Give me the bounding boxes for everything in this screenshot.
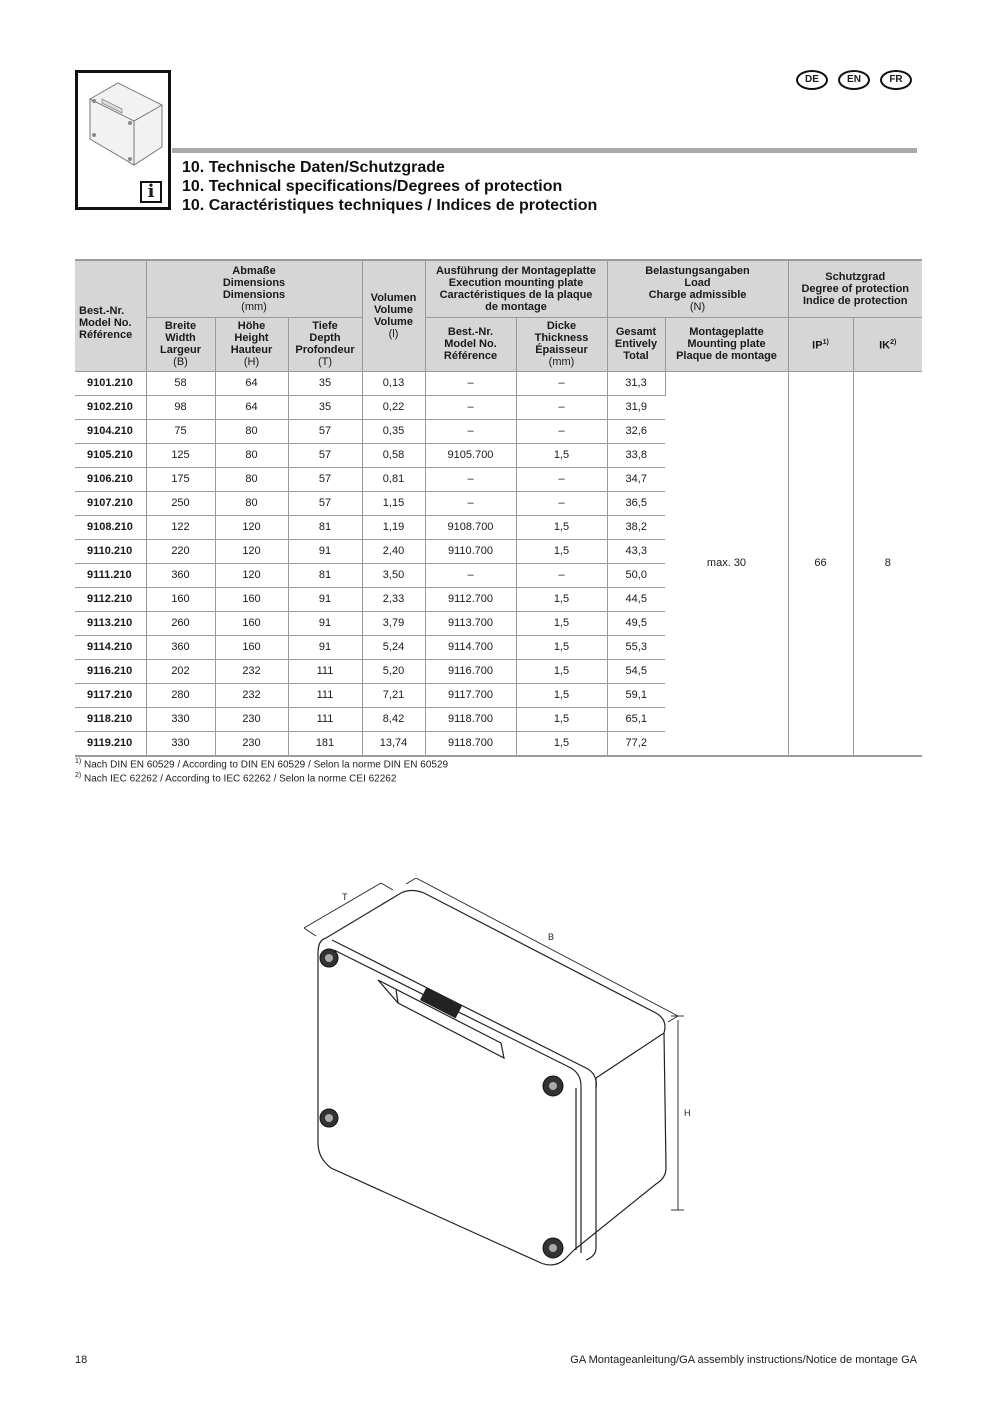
cell-thickness: – bbox=[516, 563, 607, 587]
cell-thickness: 1,5 bbox=[516, 587, 607, 611]
cell-load-total: 36,5 bbox=[607, 491, 665, 515]
header-load-mounting-plate: Montageplatte Mounting plate Plaque de montage bbox=[665, 317, 788, 371]
cell-height: 160 bbox=[215, 635, 288, 659]
cell-thickness: 1,5 bbox=[516, 659, 607, 683]
cell-width: 260 bbox=[146, 611, 215, 635]
header-plate-model-no: Best.-Nr. Model No. Référence bbox=[425, 317, 516, 371]
cell-plate-model-no: 9117.700 bbox=[425, 683, 516, 707]
cell-height: 80 bbox=[215, 467, 288, 491]
table-row bbox=[75, 371, 922, 395]
cell-height: 160 bbox=[215, 587, 288, 611]
footnotes bbox=[75, 756, 448, 785]
cell-model-no: 9106.210 bbox=[75, 467, 146, 491]
cell-width: 330 bbox=[146, 731, 215, 756]
cell-plate-model-no: – bbox=[425, 371, 516, 395]
cell-thickness: 1,5 bbox=[516, 539, 607, 563]
cell-load-total: 55,3 bbox=[607, 635, 665, 659]
cell-load-total: 59,1 bbox=[607, 683, 665, 707]
cell-depth: 181 bbox=[288, 731, 362, 756]
cell-model-no: 9116.210 bbox=[75, 659, 146, 683]
cell-depth: 111 bbox=[288, 683, 362, 707]
header-rule bbox=[172, 148, 917, 153]
cell-thickness: 1,5 bbox=[516, 731, 607, 756]
cell-width: 125 bbox=[146, 443, 215, 467]
cell-plate-model-no: 9112.700 bbox=[425, 587, 516, 611]
cell-load-total: 49,5 bbox=[607, 611, 665, 635]
cell-volume: 0,58 bbox=[362, 443, 425, 467]
cell-thickness: 1,5 bbox=[516, 515, 607, 539]
language-badge-en: EN bbox=[838, 70, 870, 90]
cell-height: 80 bbox=[215, 491, 288, 515]
cell-plate-model-no: 9114.700 bbox=[425, 635, 516, 659]
cell-depth: 111 bbox=[288, 707, 362, 731]
cell-height: 120 bbox=[215, 515, 288, 539]
cell-depth: 111 bbox=[288, 659, 362, 683]
cell-plate-model-no: – bbox=[425, 419, 516, 443]
cell-thickness: – bbox=[516, 467, 607, 491]
header-protection: Schutzgrad Degree of protection Indice de protection bbox=[788, 260, 922, 317]
cell-volume: 0,22 bbox=[362, 395, 425, 419]
cell-plate-model-no: 9105.700 bbox=[425, 443, 516, 467]
cell-load-total: 38,2 bbox=[607, 515, 665, 539]
cell-model-no: 9112.210 bbox=[75, 587, 146, 611]
cell-volume: 0,35 bbox=[362, 419, 425, 443]
header-load-total: Gesamt Entively Total bbox=[607, 317, 665, 371]
header-ip: IP$^{1)}$ bbox=[788, 317, 853, 371]
cell-height: 64 bbox=[215, 395, 288, 419]
cell-thickness: 1,5 bbox=[516, 635, 607, 659]
cell-model-no: 9107.210 bbox=[75, 491, 146, 515]
cell-width: 122 bbox=[146, 515, 215, 539]
cell-volume: 2,40 bbox=[362, 539, 425, 563]
cell-volume: 13,74 bbox=[362, 731, 425, 756]
cell-width: 98 bbox=[146, 395, 215, 419]
cell-height: 230 bbox=[215, 731, 288, 756]
cell-depth: 91 bbox=[288, 611, 362, 635]
cell-volume: 3,50 bbox=[362, 563, 425, 587]
cell-load-total: 33,8 bbox=[607, 443, 665, 467]
cell-width: 58 bbox=[146, 371, 215, 395]
cell-plate-model-no: – bbox=[425, 563, 516, 587]
cell-height: 160 bbox=[215, 611, 288, 635]
cell-thickness: 1,5 bbox=[516, 683, 607, 707]
cell-load-total: 32,6 bbox=[607, 419, 665, 443]
header-thickness: Dicke Thickness Épaisseur (mm) bbox=[516, 317, 607, 371]
cell-depth: 91 bbox=[288, 587, 362, 611]
cell-depth: 57 bbox=[288, 491, 362, 515]
dimension-label-b: B bbox=[548, 932, 555, 942]
footnote-1: $^{1)}$ Nach DIN EN 60529 / According to DIN EN 60529 / Selon la norme DIN EN 60529 bbox=[75, 758, 449, 771]
cell-volume: 7,21 bbox=[362, 683, 425, 707]
cell-height: 230 bbox=[215, 707, 288, 731]
title-en: 10. Technical specifications/Degrees of protection bbox=[182, 178, 563, 195]
cell-model-no: 9119.210 bbox=[75, 731, 146, 756]
cell-plate-model-no: 9110.700 bbox=[425, 539, 516, 563]
cell-volume: 5,20 bbox=[362, 659, 425, 683]
cell-height: 64 bbox=[215, 371, 288, 395]
cell-depth: 57 bbox=[288, 419, 362, 443]
cell-width: 250 bbox=[146, 491, 215, 515]
cell-volume: 3,79 bbox=[362, 611, 425, 635]
cell-model-no: 9111.210 bbox=[75, 563, 146, 587]
cell-ik: 8 bbox=[853, 371, 922, 756]
enclosure-thumbnail-icon bbox=[82, 77, 166, 177]
language-badge-de: DE bbox=[796, 70, 828, 90]
header-load: Belastungsangaben Load Charge admissible (N) bbox=[607, 260, 788, 317]
header-height: Höhe Height Hauteur (H) bbox=[215, 317, 288, 371]
cell-volume: 0,13 bbox=[362, 371, 425, 395]
cell-plate-model-no: 9116.700 bbox=[425, 659, 516, 683]
cell-width: 280 bbox=[146, 683, 215, 707]
spec-table bbox=[75, 259, 922, 757]
cell-width: 75 bbox=[146, 419, 215, 443]
cell-width: 220 bbox=[146, 539, 215, 563]
cell-width: 175 bbox=[146, 467, 215, 491]
header-dimensions: Abmaße Dimensions Dimensions (mm) bbox=[146, 260, 362, 317]
language-badges bbox=[796, 70, 912, 90]
cell-depth: 35 bbox=[288, 395, 362, 419]
cell-load-total: 65,1 bbox=[607, 707, 665, 731]
cell-load-total: 43,3 bbox=[607, 539, 665, 563]
cell-plate-model-no: – bbox=[425, 467, 516, 491]
cell-plate-model-no: – bbox=[425, 491, 516, 515]
header-depth: Tiefe Depth Profondeur (T) bbox=[288, 317, 362, 371]
cell-height: 120 bbox=[215, 539, 288, 563]
cell-depth: 57 bbox=[288, 467, 362, 491]
cell-width: 360 bbox=[146, 563, 215, 587]
header-width: Breite Width Largeur (B) bbox=[146, 317, 215, 371]
cell-load-total: 44,5 bbox=[607, 587, 665, 611]
cell-model-no: 9105.210 bbox=[75, 443, 146, 467]
cell-thickness: – bbox=[516, 491, 607, 515]
cell-volume: 0,81 bbox=[362, 467, 425, 491]
cell-model-no: 9108.210 bbox=[75, 515, 146, 539]
cell-load-total: 31,9 bbox=[607, 395, 665, 419]
cell-thickness: 1,5 bbox=[516, 611, 607, 635]
header-mounting-plate: Ausführung der Montageplatte Execution mounting plate Caractéristiques de la plaque de montage bbox=[425, 260, 607, 317]
cell-load-total: 31,3 bbox=[607, 371, 665, 395]
cell-load-total: 54,5 bbox=[607, 659, 665, 683]
language-badge-fr: FR bbox=[880, 70, 912, 90]
cell-width: 160 bbox=[146, 587, 215, 611]
cell-thickness: 1,5 bbox=[516, 707, 607, 731]
cell-model-no: 9118.210 bbox=[75, 707, 146, 731]
cell-model-no: 9114.210 bbox=[75, 635, 146, 659]
cell-model-no: 9102.210 bbox=[75, 395, 146, 419]
cell-volume: 5,24 bbox=[362, 635, 425, 659]
cell-model-no: 9104.210 bbox=[75, 419, 146, 443]
cell-depth: 81 bbox=[288, 563, 362, 587]
cell-model-no: 9101.210 bbox=[75, 371, 146, 395]
cell-volume: 1,19 bbox=[362, 515, 425, 539]
header-ik: IK$^{2)}$ bbox=[853, 317, 922, 371]
cell-plate-model-no: 9108.700 bbox=[425, 515, 516, 539]
cell-height: 232 bbox=[215, 659, 288, 683]
footer-title: GA Montageanleitung/GA assembly instructions/Notice de montage GA bbox=[570, 1354, 917, 1366]
header-volume: Volumen Volume Volume (l) bbox=[362, 260, 425, 371]
footnote-2: $^{2)}$ Nach IEC 62262 / According to IEC 62262 / Selon la norme CEI 62262 bbox=[75, 772, 397, 785]
cell-ip: 66 bbox=[788, 371, 853, 756]
cell-thickness: – bbox=[516, 371, 607, 395]
cell-volume: 1,15 bbox=[362, 491, 425, 515]
cell-plate-model-no: 9118.700 bbox=[425, 731, 516, 756]
section-title bbox=[182, 158, 597, 215]
dimension-label-t: T bbox=[342, 892, 348, 902]
cell-model-no: 9110.210 bbox=[75, 539, 146, 563]
cell-volume: 2,33 bbox=[362, 587, 425, 611]
cell-depth: 91 bbox=[288, 635, 362, 659]
cell-height: 120 bbox=[215, 563, 288, 587]
cell-width: 360 bbox=[146, 635, 215, 659]
cell-thickness: – bbox=[516, 395, 607, 419]
cell-depth: 91 bbox=[288, 539, 362, 563]
cell-width: 330 bbox=[146, 707, 215, 731]
cell-plate-model-no: 9113.700 bbox=[425, 611, 516, 635]
cell-depth: 57 bbox=[288, 443, 362, 467]
cell-height: 80 bbox=[215, 443, 288, 467]
cell-mounting-plate-load: max. 30 bbox=[665, 371, 788, 756]
cell-load-total: 50,0 bbox=[607, 563, 665, 587]
cell-thickness: – bbox=[516, 419, 607, 443]
page-number: 18 bbox=[75, 1354, 88, 1366]
cell-height: 232 bbox=[215, 683, 288, 707]
cell-width: 202 bbox=[146, 659, 215, 683]
title-de: 10. Technische Daten/Schutzgrade bbox=[182, 159, 445, 176]
cell-height: 80 bbox=[215, 419, 288, 443]
cell-load-total: 34,7 bbox=[607, 467, 665, 491]
cell-thickness: 1,5 bbox=[516, 443, 607, 467]
enclosure-drawing bbox=[296, 878, 696, 1268]
enclosure-thumbnail bbox=[75, 70, 171, 210]
info-icon: i bbox=[140, 181, 162, 203]
title-fr: 10. Caractéristiques techniques / Indices de protection bbox=[182, 197, 598, 214]
cell-model-no: 9117.210 bbox=[75, 683, 146, 707]
cell-load-total: 77,2 bbox=[607, 731, 665, 756]
cell-depth: 35 bbox=[288, 371, 362, 395]
cell-volume: 8,42 bbox=[362, 707, 425, 731]
cell-depth: 81 bbox=[288, 515, 362, 539]
header-model-no: Best.-Nr. Model No. Référence bbox=[75, 260, 146, 371]
cell-plate-model-no: 9118.700 bbox=[425, 707, 516, 731]
dimension-label-h: H bbox=[684, 1108, 691, 1118]
cell-plate-model-no: – bbox=[425, 395, 516, 419]
cell-model-no: 9113.210 bbox=[75, 611, 146, 635]
